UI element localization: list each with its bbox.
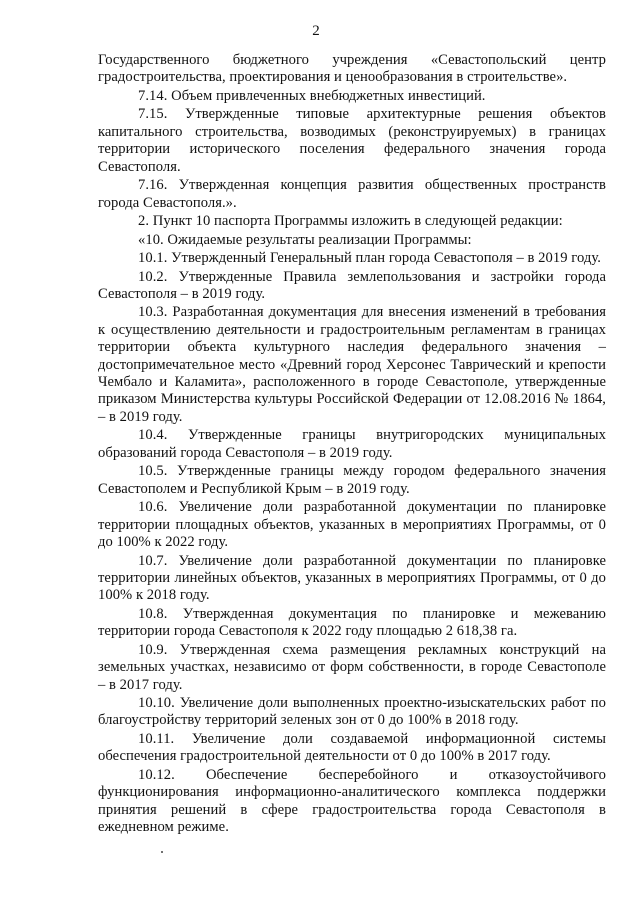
paragraph-10-2: 10.2. Утвержденные Правила землепользования и застройки города Севастополя – в 2019 году. — [98, 268, 606, 302]
paragraph-7-14: 7.14. Объем привлеченных внебюджетных инвестиций. — [138, 87, 486, 104]
paragraph-10-11: 10.11. Увеличение доли создаваемой информационной системы обеспечения градостроительной деятельности от 0 до 100% в 2017 году. — [98, 730, 606, 765]
paragraph-10-10: 10.10. Увеличение доли выполненных проектно-изыскательских работ по благоустройству территорий зеленых зон от 0 до 100% в 2018 году. — [98, 695, 606, 729]
paragraph-10-9: 10.9. Утвержденная схема размещения рекламных конструкций на земельных участках, независимо от форм собственности, в городе Севастополе – в 2017 году. — [98, 641, 606, 693]
paragraph-10-12: 10.12. Обеспечение бесперебойного и отказоустойчивого функционирования информационно-аналитического комплекса поддержки принятия решений в сфере градостроительства города Севастополя в ежедневном режиме. — [98, 766, 606, 836]
paragraph-10-4: 10.4. Утвержденные границы внутригородских муниципальных образований города Севастополя – в 2019 году. — [98, 427, 606, 461]
paragraph-10-6: 10.6. Увеличение доли разработанной документации по планировке территории площадных объектов, указанных в мероприятиях Программы, от 0 до 100% к 2022 году. — [98, 499, 606, 550]
scan-speck — [161, 851, 163, 853]
paragraph-10-heading: «10. Ожидаемые результаты реализации Программы: — [138, 231, 472, 248]
paragraph-7-15: 7.15. Утвержденные типовые архитектурные решения объектов капитального строительства, возводимых (реконструируемых) в границах территории исторического поселения федерального значения города Севастополя. — [98, 106, 606, 175]
paragraph-10-8: 10.8. Утвержденная документация по планировке и межеванию территории города Севастополя к 2022 году площадью 2 618,38 га. — [98, 605, 606, 640]
paragraph-10-7: 10.7. Увеличение доли разработанной документации по планировке территории линейных объектов, указанных в мероприятиях Программы, от 0 до 100% к 2018 году. — [98, 552, 606, 604]
page-number: 2 — [312, 23, 320, 39]
paragraph-10-1: 10.1. Утвержденный Генеральный план города Севастополя – в 2019 году. — [138, 250, 601, 267]
document-body — [98, 52, 606, 836]
paragraph-7-16: 7.16. Утвержденная концепция развития общественных пространств города Севастополя.». — [98, 177, 606, 211]
paragraph-continuation: Государственного бюджетного учреждения «Севастопольский центр градостроительства, проектирования и ценообразования в строительстве». — [98, 52, 606, 86]
paragraph-10-5: 10.5. Утвержденные границы между городом федерального значения Севастополем и Республикой Крым – в 2019 году. — [98, 463, 606, 497]
paragraph-item-2: 2. Пункт 10 паспорта Программы изложить в следующей редакции: — [138, 213, 563, 230]
paragraph-10-3: 10.3. Разработанная документация для внесения изменений в требования к осуществлению деятельности и градостроительным регламентам в границах территории объекта культурного наследия федерального значения – достопримечательное место «Древний город Херсонес Таврический и крепости Чембало и Каламита», расположенного в городе Севастополе, утвержденные приказом Министерства культуры Российской Федерации от 12.08.2016 № 1864, – в 2019 году. — [98, 304, 606, 425]
